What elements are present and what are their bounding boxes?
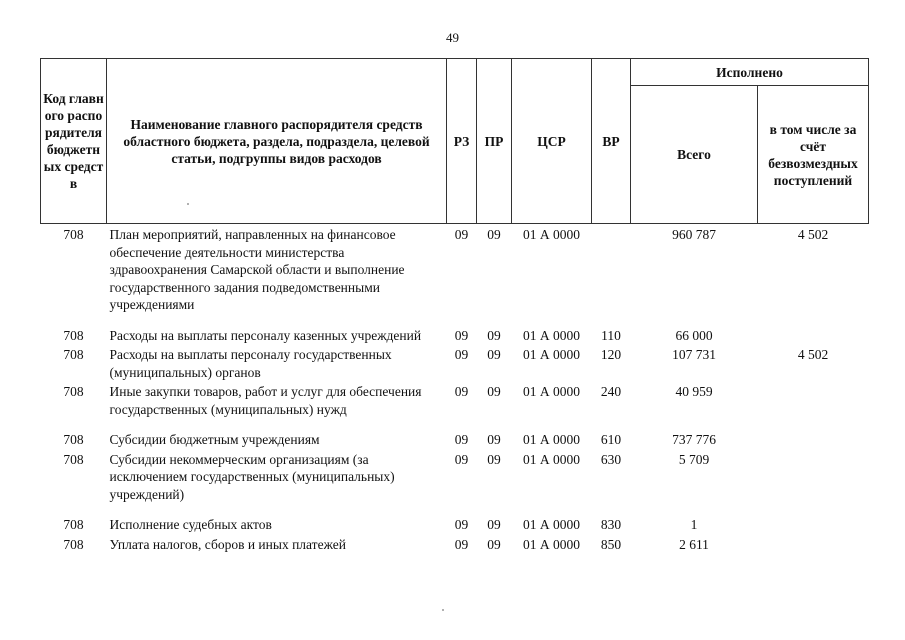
cell-total: 737 776 — [672, 432, 716, 447]
header-name: Наименование главного распорядителя средств областного бюджета, раздела, подраздела, целевой статьи, подгруппы видов расходов — [107, 59, 447, 224]
cell-pr: 09 — [487, 517, 501, 532]
cell-vr: 120 — [600, 347, 622, 362]
cell-rz: 09 — [454, 347, 469, 362]
cell-code: 708 — [63, 347, 84, 362]
cell-pr: 09 — [487, 327, 501, 343]
cell-vr: 850 — [600, 536, 622, 552]
cell-vr: 240 — [600, 384, 622, 399]
cell-csr: 01 А 0000 — [523, 327, 580, 343]
cell-rz: 09 — [454, 227, 469, 242]
page-number: 49 — [446, 30, 459, 45]
cell-code: 708 — [63, 517, 84, 532]
cell-csr: 01 А 0000 — [523, 517, 580, 532]
cell-name: Расходы на выплаты персоналу государственных (муниципальных) органов — [109, 347, 392, 380]
cell-csr: 01 А 0000 — [523, 384, 580, 399]
cell-code: 708 — [63, 384, 84, 399]
cell-csr: 01 А 0000 — [523, 347, 580, 362]
header-total: Всего — [631, 86, 758, 224]
header-gratuitous: в том числе за счёт безвозмездных поступлений — [758, 86, 869, 224]
cell-pr: 09 — [487, 536, 501, 552]
cell-pr: 09 — [487, 384, 501, 399]
cell-code: 708 — [63, 451, 84, 467]
cell-name: Исполнение судебных актов — [109, 517, 272, 532]
cell-gratuitous — [758, 431, 869, 451]
cell-name: План мероприятий, направленных на финансовое обеспечение деятельности министерства здравоохранения Самарской области и выполнение государственного задания подведомственными учреждениями — [109, 227, 405, 312]
cell-pr: 09 — [487, 347, 501, 362]
cell-rz: 09 — [454, 432, 469, 447]
header-pr: ПР — [477, 59, 512, 224]
cell-csr: 01 А 0000 — [523, 227, 580, 242]
cell-total: 1 — [690, 517, 698, 532]
cell-rz: 09 — [454, 536, 469, 552]
header-code: Код главного распорядителя бюджетных средств — [41, 59, 107, 224]
cell-total: 5 709 — [678, 451, 710, 467]
cell-vr: 630 — [600, 451, 622, 467]
table-row — [41, 383, 869, 431]
header-executed: Исполнено — [631, 59, 869, 86]
scan-speck — [187, 203, 189, 205]
table-row — [41, 224, 869, 327]
cell-rz: 09 — [454, 517, 469, 532]
table-row — [41, 516, 869, 536]
table-row — [41, 451, 869, 517]
cell-csr: 01 А 0000 — [523, 536, 580, 552]
cell-name: Расходы на выплаты персоналу казенных учреждений — [109, 327, 422, 343]
cell-vr — [592, 224, 631, 327]
cell-csr: 01 А 0000 — [523, 451, 580, 467]
cell-rz: 09 — [454, 451, 469, 467]
cell-total: 107 731 — [672, 347, 716, 362]
cell-vr: 830 — [600, 517, 622, 532]
cell-code: 708 — [63, 227, 84, 242]
cell-csr: 01 А 0000 — [523, 432, 580, 447]
budget-table — [40, 58, 869, 555]
cell-gratuitous — [758, 327, 869, 347]
cell-name: Уплата налогов, сборов и иных платежей — [109, 536, 346, 552]
cell-pr: 09 — [487, 227, 501, 242]
cell-total: 40 959 — [675, 384, 713, 399]
cell-name: Субсидии некоммерческим организациям (за исключением государственных (муниципальных) учреждений) — [109, 451, 395, 502]
cell-rz: 09 — [454, 384, 469, 399]
header-rz: РЗ — [447, 59, 477, 224]
table-row — [41, 431, 869, 451]
cell-gratuitous — [758, 383, 869, 431]
table-row — [41, 346, 869, 383]
cell-vr: 610 — [600, 432, 622, 447]
cell-name: Субсидии бюджетным учреждениям — [109, 432, 320, 447]
cell-vr: 110 — [601, 327, 621, 343]
cell-pr: 09 — [487, 432, 501, 447]
cell-gratuitous: 4 502 — [797, 227, 829, 242]
header-vr: ВР — [592, 59, 631, 224]
cell-total: 960 787 — [672, 227, 716, 242]
table-row — [41, 536, 869, 556]
header-csr: ЦСР — [512, 59, 592, 224]
cell-total: 66 000 — [675, 327, 713, 343]
cell-name: Иные закупки товаров, работ и услуг для обеспечения государственных (муниципальных) нужд — [109, 384, 422, 417]
cell-gratuitous — [758, 451, 869, 517]
cell-code: 708 — [63, 536, 84, 552]
cell-code: 708 — [63, 432, 84, 447]
cell-total: 2 611 — [679, 536, 709, 552]
cell-code: 708 — [63, 327, 84, 343]
cell-rz: 09 — [454, 327, 469, 343]
cell-gratuitous: 4 502 — [797, 347, 829, 362]
cell-gratuitous — [758, 536, 869, 556]
cell-pr: 09 — [487, 451, 501, 467]
cell-gratuitous — [758, 516, 869, 536]
scan-speck — [442, 609, 444, 611]
table-row — [41, 327, 869, 347]
